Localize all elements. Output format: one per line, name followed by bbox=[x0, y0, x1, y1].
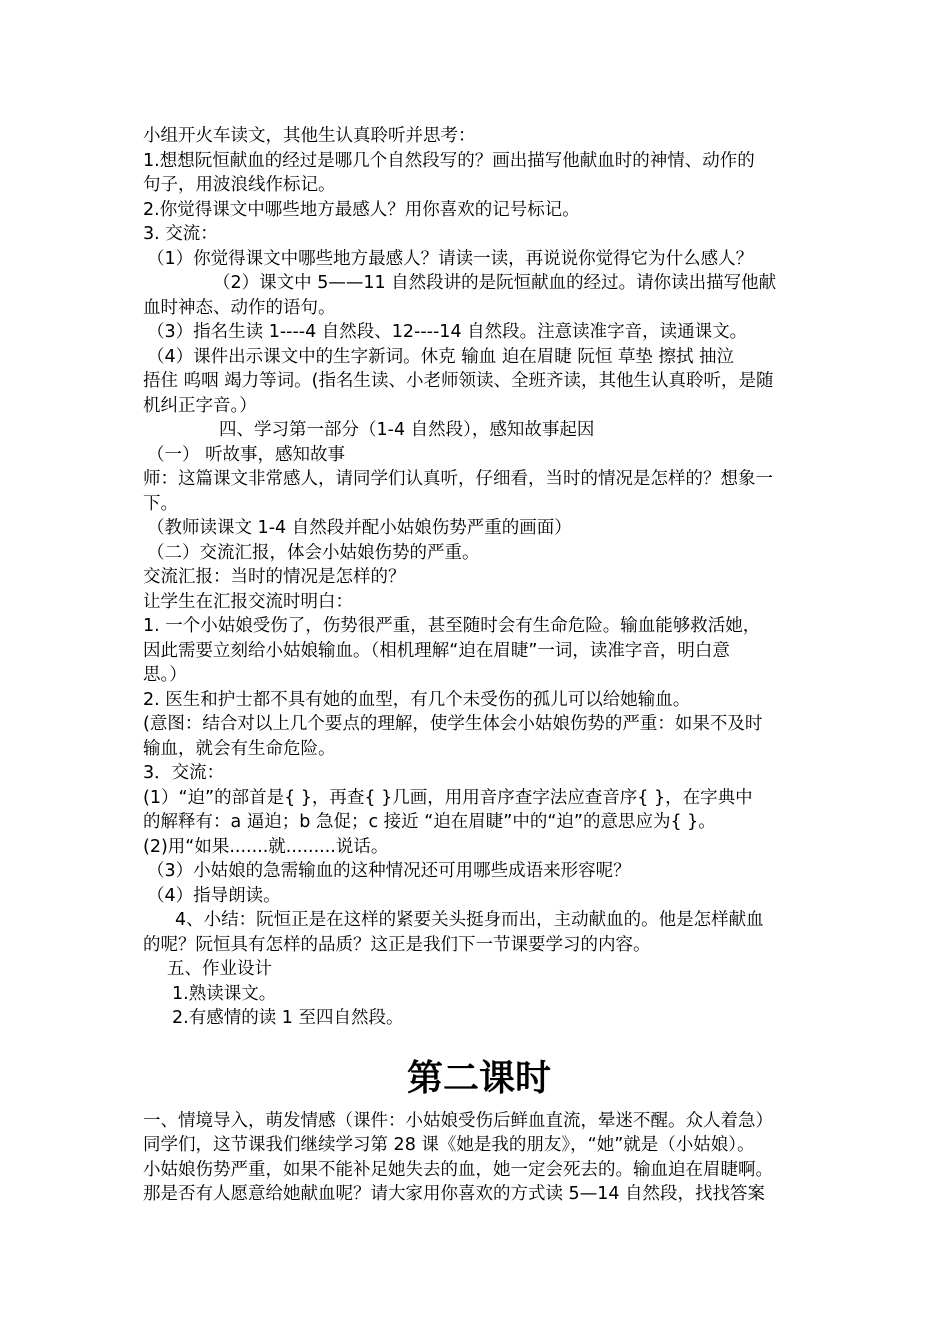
section-heading: 五、作业设计 bbox=[167, 959, 272, 979]
text-line: 小组开火车读文，其他生认真聆听并思考： bbox=[143, 126, 476, 146]
text-line: 捂住 呜咽 竭力等词。(指名生读、小老师领读、全班齐读，其他生认真聆听，是随 bbox=[143, 371, 774, 391]
text-line: 思。） bbox=[143, 665, 187, 685]
text-line: (2)用“如果.......就.........说话。 bbox=[143, 836, 389, 857]
text-line: 句子，用波浪线作标记。 bbox=[143, 175, 336, 195]
text-line: 下。 bbox=[143, 493, 178, 514]
text-line: 同学们，这节课我们继续学习第 28 课《她是我的朋友》，“她”就是（小姑娘）。 bbox=[143, 1135, 755, 1155]
text-line: 因此需要立刻给小姑娘输血。（相机理解“迫在眉睫”一词，读准字音，明白意 bbox=[143, 640, 730, 661]
text-line: （3）小姑娘的急需输血的这种情况还可用哪些成语来形容呢？ bbox=[147, 861, 631, 881]
text-line: 1.熟读课文。 bbox=[172, 983, 277, 1004]
text-line: 2.你觉得课文中哪些地方最感人？用你喜欢的记号标记。 bbox=[143, 199, 580, 220]
text-line: 机纠正字音。） bbox=[143, 395, 257, 416]
text-line: 那是否有人愿意给她献血呢？请大家用你喜欢的方式读 5—14 自然段，找找答案 bbox=[143, 1184, 766, 1204]
text-line: （4）课件出示课文中的生字新词。休克 输血 迫在眉睫 阮恒 草垫 擦拭 抽泣 bbox=[147, 346, 735, 367]
text-line: （4）指导朗读。 bbox=[147, 885, 281, 906]
lesson2-section bbox=[143, 1109, 815, 1207]
text-line: 的呢？阮恒具有怎样的品质？这正是我们下一节课要学习的内容。 bbox=[143, 934, 651, 955]
section-heading: 四、学习第一部分（1-4 自然段），感知故事起因 bbox=[219, 420, 595, 440]
text-line: （一） 听故事，感知故事 bbox=[147, 444, 346, 465]
text-line: (意图：结合对以上几个要点的理解，使学生体会小姑娘伤势的严重：如果不及时 bbox=[143, 714, 763, 734]
lesson1-section bbox=[143, 124, 815, 1031]
text-line: （二）交流汇报，体会小姑娘伤势的严重。 bbox=[147, 542, 480, 563]
text-line: 2. 医生和护士都不具有她的血型，有几个未受伤的孤儿可以给她输血。 bbox=[143, 689, 691, 710]
text-line: 3．交流： bbox=[143, 763, 225, 783]
text-line: 交流汇报：当时的情况是怎样的？ bbox=[143, 567, 406, 587]
text-line: 一、情境导入，萌发情感（课件：小姑娘受伤后鲜血直流，晕迷不醒。众人着急） bbox=[143, 1110, 773, 1131]
document-page bbox=[143, 124, 815, 1207]
text-line: 输血，就会有生命危险。 bbox=[143, 738, 336, 759]
text-line: （2）课文中 5——11 自然段讲的是阮恒献血的经过。请你读出描写他献 bbox=[213, 273, 777, 293]
text-line: （教师读课文 1-4 自然段并配小姑娘伤势严重的画面） bbox=[147, 518, 572, 538]
text-line: （3）指名生读 1----4 自然段、12----14 自然段。注意读准字音，读通课文。 bbox=[147, 322, 748, 342]
text-line: 3. 交流： bbox=[143, 224, 218, 244]
text-line: (1）“迫”的部首是{ }，再查{ }几画，用用音序查字法应查音序{ }，在字典中 bbox=[143, 787, 753, 808]
lesson2-title: 第二课时 bbox=[406, 1057, 551, 1099]
text-line: 2.有感情的读 1 至四自然段。 bbox=[172, 1008, 404, 1028]
text-line: 血时神态、动作的语句。 bbox=[143, 297, 336, 318]
text-line: 1. 一个小姑娘受伤了，伤势很严重，甚至随时会有生命危险。输血能够救活她， bbox=[143, 616, 761, 636]
text-line: 师：这篇课文非常感人，请同学们认真听，仔细看，当时的情况是怎样的？想象一 bbox=[143, 469, 773, 489]
text-line: 1.想想阮恒献血的经过是哪几个自然段写的？画出描写他献血时的神情、动作的 bbox=[143, 150, 755, 171]
text-line: 的解释有：a 逼迫；b 急促；c 接近 “迫在眉睫”中的“迫”的意思应为{ }。 bbox=[143, 812, 716, 832]
text-line: 让学生在汇报交流时明白： bbox=[143, 591, 353, 612]
text-line: （1）你觉得课文中哪些地方最感人？请读一读，再说说你觉得它为什么感人？ bbox=[147, 248, 754, 269]
text-line: 4、小结：阮恒正是在这样的紧要关头挺身而出，主动献血的。他是怎样献血 bbox=[175, 910, 764, 930]
text-line: 小姑娘伤势严重，如果不能补足她失去的血，她一定会死去的。输血迫在眉睫啊。 bbox=[143, 1159, 773, 1180]
